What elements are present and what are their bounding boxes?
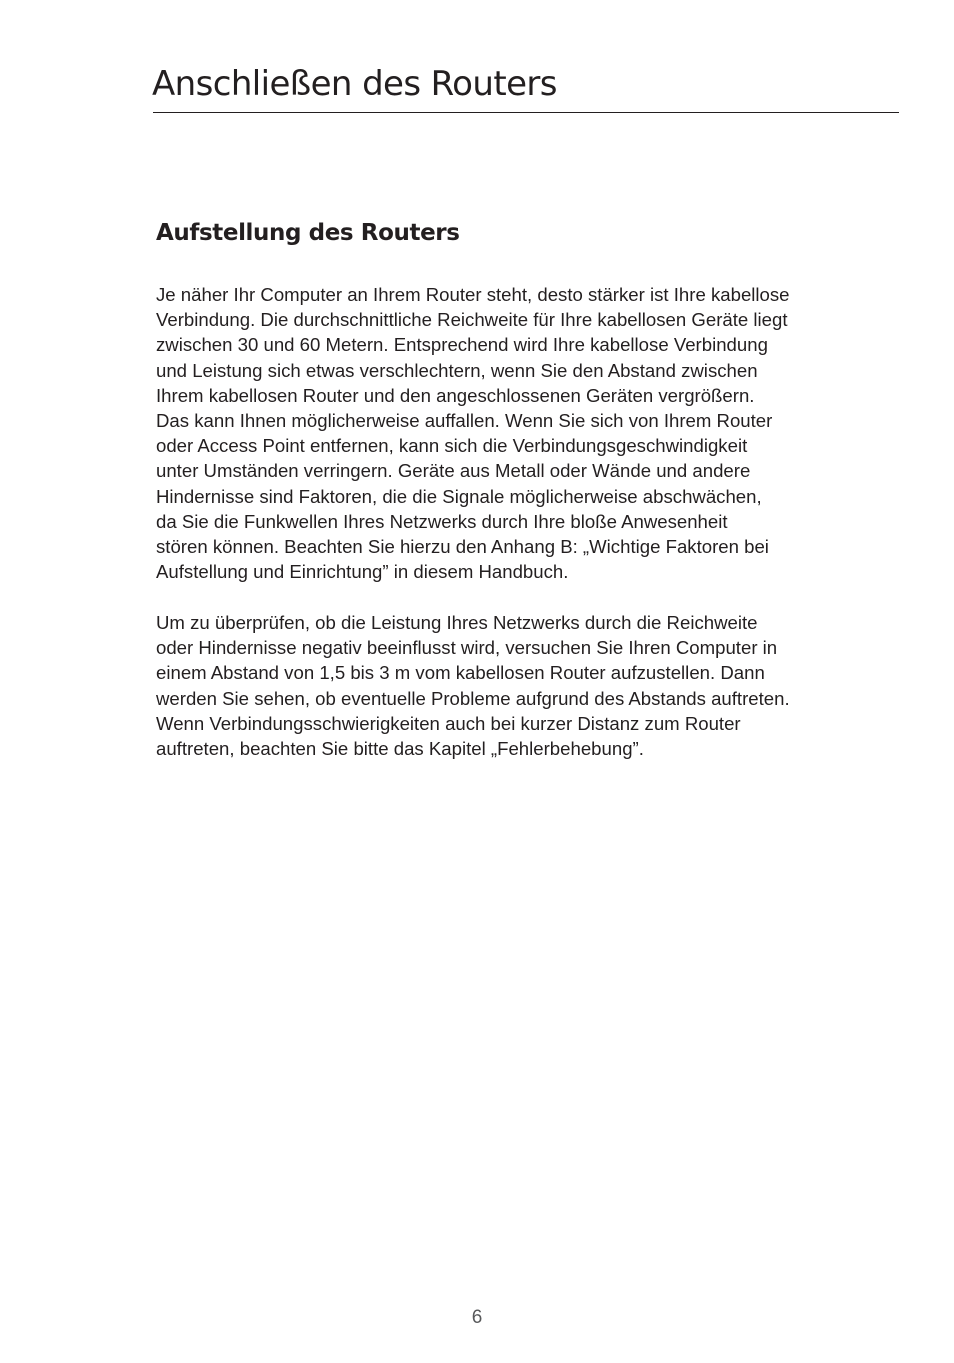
paragraph-line: Wenn Verbindungsschwierigkeiten auch bei kurzer Distanz zum Router bbox=[156, 712, 741, 734]
paragraph-line: Verbindung. Die durchschnittliche Reichweite für Ihre kabellosen Geräte liegt bbox=[156, 309, 788, 331]
paragraph-line: stören können. Beachten Sie hierzu den Anhang B: „Wichtige Faktoren bei bbox=[156, 536, 769, 558]
paragraph-line: unter Umständen verringern. Geräte aus Metall oder Wände und andere bbox=[156, 460, 751, 482]
title-divider bbox=[153, 112, 899, 113]
body-paragraph-1 bbox=[156, 282, 876, 584]
paragraph-line: Ihrem kabellosen Router und den angeschlossenen Geräten vergrößern. bbox=[156, 384, 755, 406]
paragraph-line: oder Hindernisse negativ beeinflusst wird, versuchen Sie Ihren Computer in bbox=[156, 637, 778, 659]
paragraph-line: Das kann Ihnen möglicherweise auffallen. Wenn Sie sich von Ihrem Router bbox=[156, 410, 773, 432]
page-number: 6 bbox=[471, 1307, 483, 1328]
paragraph-line: und Leistung sich etwas verschlechtern, wenn Sie den Abstand zwischen bbox=[156, 359, 758, 381]
paragraph-line: einem Abstand von 1,5 bis 3 m vom kabellosen Router aufzustellen. Dann bbox=[156, 662, 765, 684]
paragraph-line: Je näher Ihr Computer an Ihrem Router steht, desto stärker ist Ihre kabellose bbox=[156, 284, 790, 305]
body-paragraph-2 bbox=[156, 610, 876, 761]
paragraph-line: da Sie die Funkwellen Ihres Netzwerks durch Ihre bloße Anwesenheit bbox=[156, 510, 728, 532]
paragraph-line: Um zu überprüfen, ob die Leistung Ihres Netzwerks durch die Reichweite bbox=[156, 612, 758, 633]
section-heading: Aufstellung des Routers bbox=[156, 220, 460, 246]
paragraph-line: werden Sie sehen, ob eventuelle Probleme aufgrund des Abstands auftreten. bbox=[156, 687, 790, 709]
paragraph-line: Hindernisse sind Faktoren, die die Signale möglicherweise abschwächen, bbox=[156, 485, 762, 507]
paragraph-line: Aufstellung und Einrichtung” in diesem Handbuch. bbox=[156, 561, 569, 583]
page-title: Anschließen des Routers bbox=[152, 64, 557, 104]
paragraph-line: oder Access Point entfernen, kann sich die Verbindungsgeschwindigkeit bbox=[156, 435, 748, 457]
paragraph-line: auftreten, beachten Sie bitte das Kapitel „Fehlerbehebung”. bbox=[156, 738, 644, 760]
paragraph-line: zwischen 30 und 60 Metern. Entsprechend wird Ihre kabellose Verbindung bbox=[156, 334, 768, 356]
